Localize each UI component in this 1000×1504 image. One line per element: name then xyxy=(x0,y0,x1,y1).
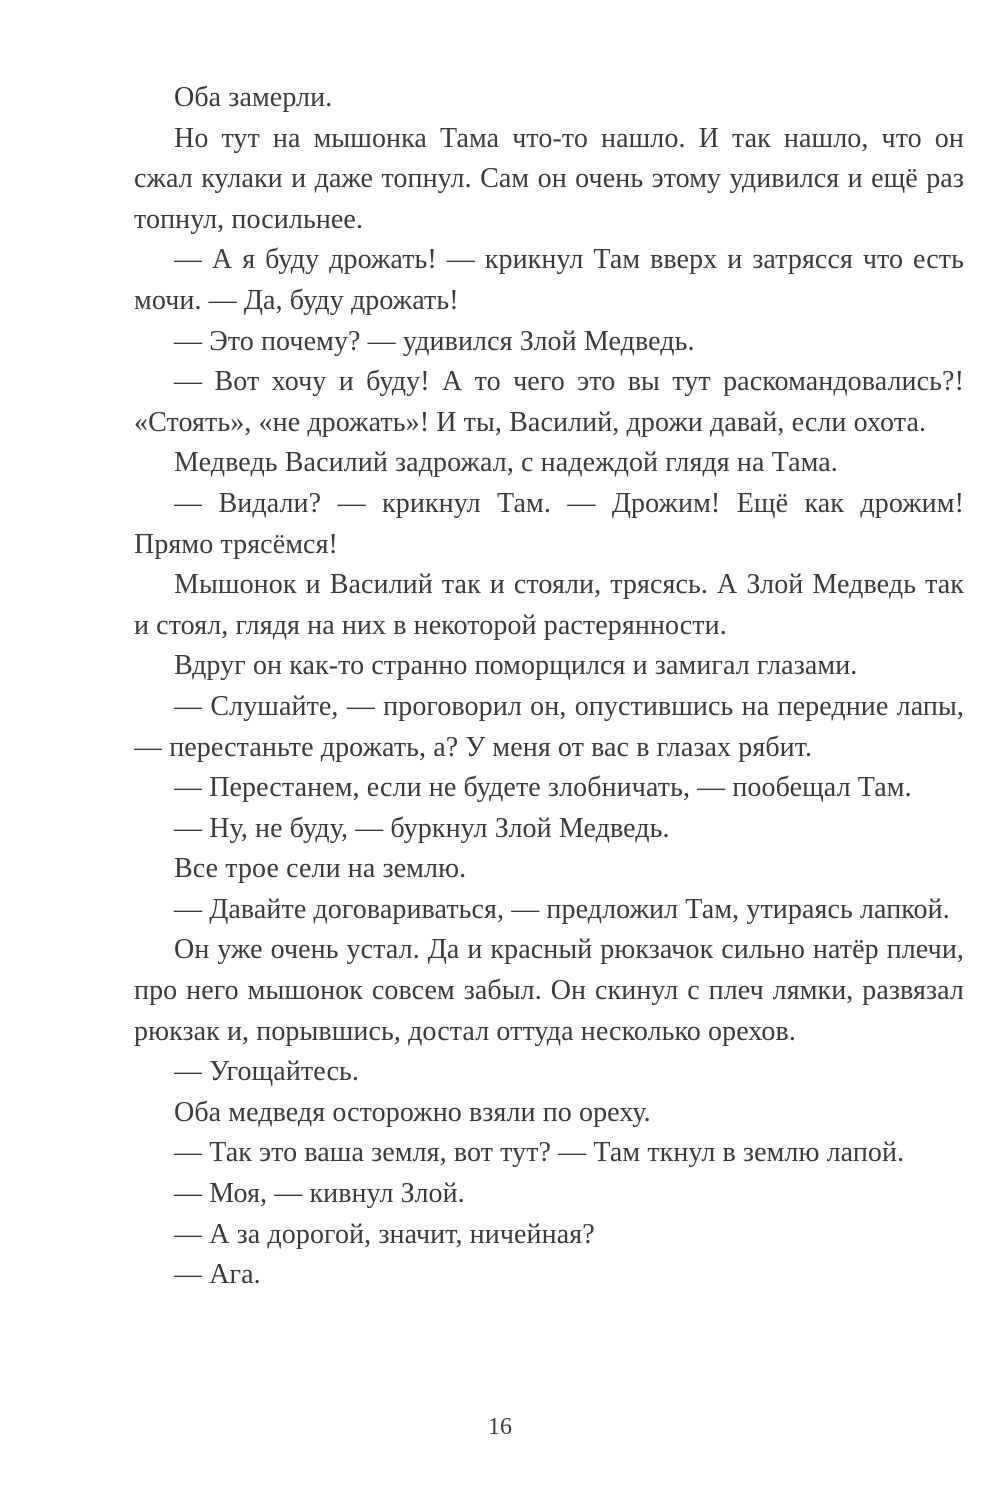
paragraph: Все трое сели на землю. xyxy=(174,853,467,885)
paragraph: — Видали? — крикнул Там. — Дрожим! Ещё как дрожим! Прямо трясёмся! xyxy=(134,487,964,560)
paragraph: — Моя, — кивнул Злой. xyxy=(174,1178,465,1210)
paragraph: Медведь Василий задрожал, с надеждой глядя на Тама. xyxy=(174,447,838,479)
paragraph: Оба замерли. xyxy=(174,82,333,113)
body-text xyxy=(134,78,964,1296)
paragraph: — Это почему? — удивился Злой Медведь. xyxy=(174,325,695,357)
paragraph: — Вот хочу и буду! А то чего это вы тут раскомандовались?! «Стоять», «не дрожать»! И ты, Василий, дрожи давай, если охота. xyxy=(134,366,964,438)
paragraph: Оба медведя осторожно взяли по ореху. xyxy=(174,1096,651,1128)
paragraph: Вдруг он как-то странно поморщился и замигал глазами. xyxy=(174,650,858,682)
page-number: 16 xyxy=(488,1414,512,1440)
paragraph: — Угощайтесь. xyxy=(174,1056,359,1088)
paragraph: — А за дорогой, значит, ничейная? xyxy=(174,1218,595,1250)
paragraph: — Давайте договариваться, — предложил Там, утираясь лапкой. xyxy=(174,893,950,925)
paragraph: Но тут на мышонка Тама что-то нашло. И так нашло, что он сжал кулаки и даже топнул. Сам он очень этому удивился и ещё раз топнул, посильнее. xyxy=(134,122,964,235)
paragraph: Мышонок и Василий так и стояли, трясясь. А Злой Медведь так и стоял, глядя на них в некоторой растерянности. xyxy=(134,569,964,641)
paragraph: — Слушайте, — проговорил он, опустившись на передние лапы, — перестаньте дрожать, а? У меня от вас в глазах рябит. xyxy=(134,690,964,763)
paragraph: — Ну, не буду, — буркнул Злой Медведь. xyxy=(174,812,670,844)
paragraph: — Так это ваша земля, вот тут? — Там ткнул в землю лапой. xyxy=(174,1137,905,1169)
paragraph: Он уже очень устал. Да и красный рюкзачок сильно натёр плечи, про него мышонок совсем забыл. Он скинул с плеч лямки, развязал рюкзак и, порывшись, достал оттуда несколько орехов. xyxy=(134,934,964,1047)
paragraph: — Ага. xyxy=(174,1259,261,1291)
paragraph: — Перестанем, если не будете злобничать, — пообещал Там. xyxy=(174,772,912,804)
paragraph: — А я буду дрожать! — крикнул Там вверх и затрясся что есть мочи. — Да, буду дрожать! xyxy=(134,244,964,316)
